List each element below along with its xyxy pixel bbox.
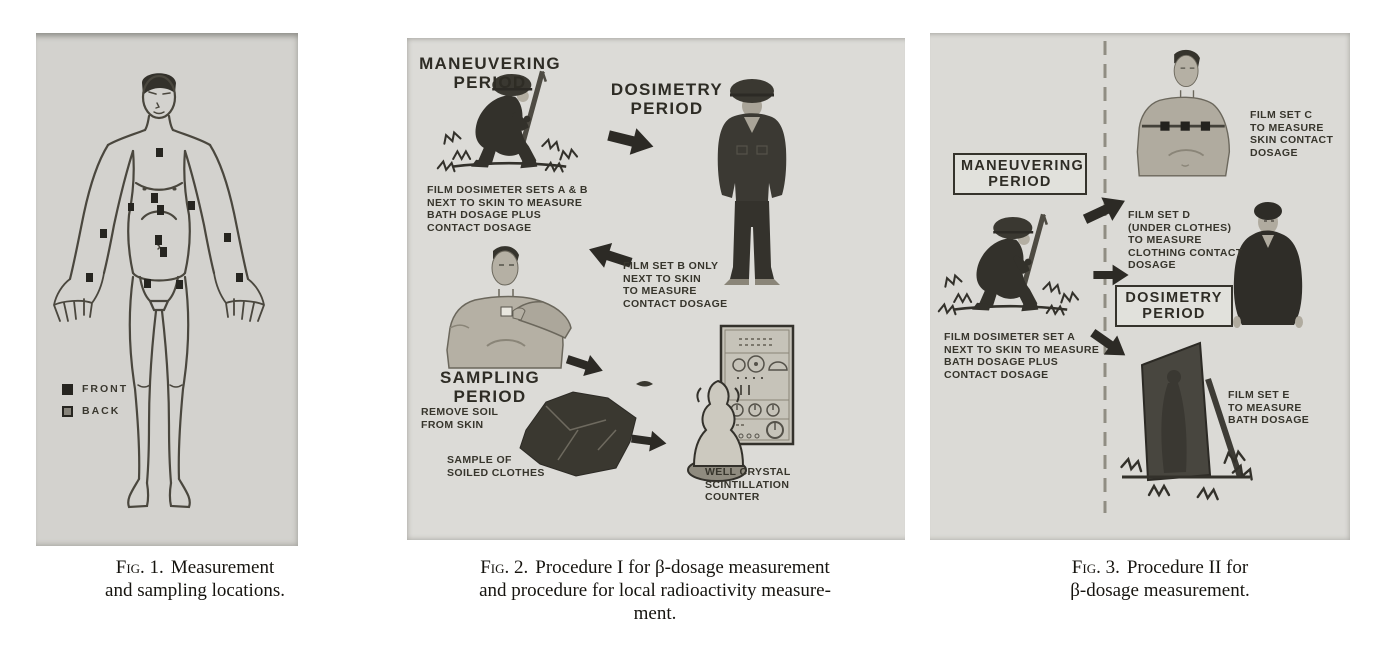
- figure3-caption: Fig. 3. Procedure II for β-dosage measurement.: [1070, 557, 1250, 601]
- dosimetry-period-heading: DOSIMETRY PERIOD: [610, 80, 724, 118]
- legend-back-label: BACK: [82, 405, 121, 417]
- man-removing-film-illustration: [447, 246, 571, 368]
- remove-soil-note: REMOVE SOIL FROM SKIN: [421, 406, 499, 431]
- film-set-a-note: FILM DOSIMETER SET A NEXT TO SKIN TO MEASURE BATH DOSAGE PLUS CONTACT DOSAGE: [944, 331, 1100, 381]
- arrow-to-film-set-d-icon: [1080, 189, 1131, 231]
- body-diagram-illustration: [36, 33, 298, 546]
- dosimetry-period-heading: DOSIMETRY PERIOD: [1115, 285, 1233, 327]
- maneuvering-period-heading: MANEUVERING PERIOD: [953, 153, 1087, 195]
- human-figure-front-outline: [54, 73, 264, 507]
- arrow-to-clothes-icon: [564, 349, 606, 382]
- arrow-to-dosimetry-icon: [605, 122, 656, 160]
- clothed-figure-illustration: [1233, 202, 1303, 328]
- sample-clothes-note: SAMPLE OF SOILED CLOTHES: [447, 454, 545, 479]
- crouching-soldier-illustration: [939, 214, 1078, 314]
- figure3-caption-label: Fig. 3.: [1071, 557, 1120, 578]
- figure3-panel: [930, 33, 1350, 540]
- figure2-caption-label: Fig. 2.: [480, 557, 529, 578]
- counter-note: WELL CRYSTAL SCINTILLATION COUNTER: [705, 466, 791, 503]
- front-marker-swatch: [62, 384, 73, 395]
- scintillation-counter-illustration: [688, 326, 793, 481]
- film-set-e-note: FILM SET E TO MEASURE BATH DOSAGE: [1228, 389, 1310, 426]
- film-set-d-note: FILM SET D (UNDER CLOTHES) TO MEASURE CLOTHING CONTACT DOSAGE: [1128, 209, 1243, 271]
- torso-with-badges-illustration: [1137, 50, 1229, 176]
- back-marker-swatch: [62, 406, 73, 417]
- maneuvering-period-heading: MANEUVERING PERIOD: [419, 54, 561, 92]
- figure1-panel: [36, 33, 298, 546]
- figure1-caption: Fig. 1. Measurement and sampling locations.: [105, 557, 285, 601]
- sampling-period-heading: SAMPLING PERIOD: [439, 368, 541, 406]
- dosimeter-location-markers: [86, 148, 243, 289]
- film-set-b-note: FILM SET B ONLY NEXT TO SKIN TO MEASURE CONTACT DOSAGE: [623, 260, 728, 310]
- legend-front-label: FRONT: [82, 383, 129, 395]
- figure2-panel: [407, 38, 905, 540]
- film-set-c-note: FILM SET C TO MEASURE SKIN CONTACT DOSAGE: [1250, 109, 1334, 159]
- legend-front: [62, 383, 128, 395]
- arrow-to-dosimetry-icon: [1093, 265, 1128, 286]
- legend-back: [62, 405, 120, 417]
- figure2-caption: Fig. 2. Procedure I for β-dosage measurement and procedure for local radioactivity measure- ment.: [479, 557, 831, 624]
- arrow-to-counter-icon: [630, 428, 668, 453]
- figure1-caption-label: Fig. 1.: [115, 557, 164, 578]
- film-sets-ab-note: FILM DOSIMETER SETS A & B NEXT TO SKIN TO MEASURE BATH DOSAGE PLUS CONTACT DOSAGE: [427, 184, 588, 234]
